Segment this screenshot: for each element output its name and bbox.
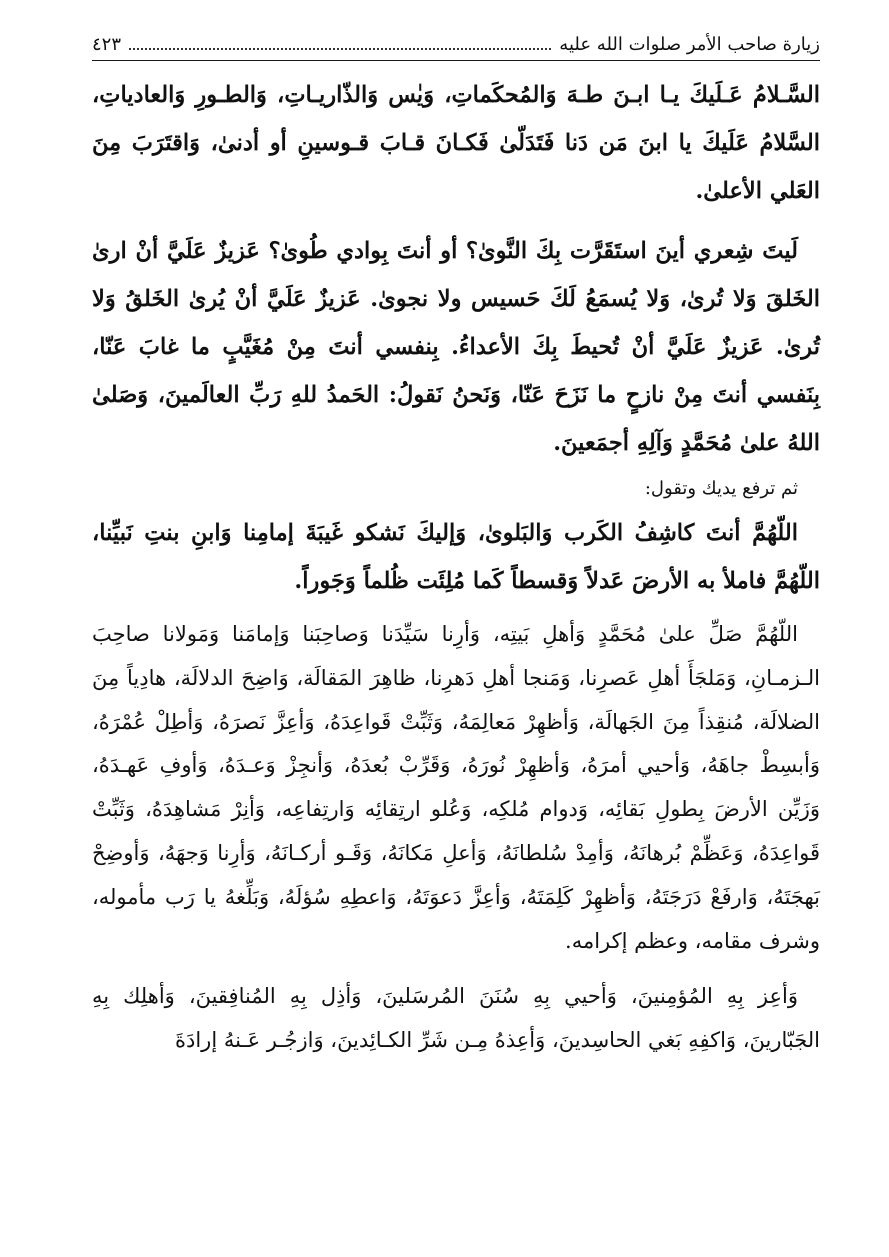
prayer-paragraph: اللّهُمَّ صَلِّ علىٰ مُحَمَّدٍ وَأهلِ بَيتِه، وَأرِنا سَيِّدَنا وَصاحِبَنا وَإمامَنا وَمَولانا صاحِبَ الـزمـانِ، وَمَلجَأَ أهلِ عَصرِنا، وَمَنجا أهلِ دَهرِنا، ظاهِرَ المَقالَة، وَاضِحَ الدلالَة، هادِياً مِنَ الضلالَة، مُنقِذاً مِنَ الجَهالَة، وَأظهِرْ مَعالِمَهُ، وَثَبِّتْ قَواعِدَهُ، وَأعِزَّ نَصرَهُ، وَأطِلْ عُمْرَهُ، وَأبسِطْ جاهَهُ، وَأحيي أمرَهُ، وَأظهِرْ نُورَهُ، وَقَرِّبْ بُعدَهُ، وَأنجِزْ وَعـدَهُ، وَأوفِ عَهـدَهُ، وَزَيِّن الأرضَ بِطولِ بَقائِه، وَدوام مُلكِه، وَعُلو ارتِقائِه وَارتِفاعِه، وَأنِرْ مَشاهِدَهُ، وَثَبِّتْ قَواعِدَهُ، وَعَظِّمْ بُرهانَهُ، وَأمِدْ سُلطانَهُ، وَأعلِ مَكانَهُ، وَقَـو أركـانَهُ، وَأرِنا وَجهَهُ، وَأوضِحْ بَهجَتَهُ، وَارفَعْ دَرَجَتَهُ، وَأظهِرْ كَلِمَتَهُ، وَأعِزَّ دَعوَتَهُ، وَاعطِهِ سُؤلَهُ، وَبَلِّغهُ يا رَب مأموله، وشرف مقامه، وعظم إكرامه. — [92, 622, 820, 953]
running-header — [92, 30, 820, 61]
instruction-line: ثم ترفع يديك وتقول: — [644, 478, 798, 499]
running-title: زيارة صاحب الأمر صلوات الله عليه — [559, 34, 820, 55]
supplication-paragraph: اللّهُمَّ أنتَ كاشِفُ الكَرب وَالبَلوىٰ، وَإليكَ نَشكو غَيبَةَ إمامِنا وَابنِ بنتِ نَبيِّنا، اللّهُمَّ فاملأ به الأرضَ عَدلاً وَقسطاً كَما مُلِئَت ظُلماً وَجَوراً. — [92, 520, 820, 594]
dotted-leader — [129, 48, 551, 50]
page-number: ٤٢٣ — [92, 34, 122, 55]
book-page — [92, 30, 820, 1063]
lament-paragraph: لَيتَ شِعري أينَ استَقَرَّت بِكَ النَّوىٰ؟ أو أنتَ بِوادي طُوىٰ؟ عَزيزٌ عَلَيَّ أنْ اریٰ الخَلقَ وَلا تُریٰ، وَلا يُسمَعُ لَكَ حَسيس ولا نجوىٰ. عَزيزٌ عَلَيَّ أنْ يُرىٰ الخَلقُ وَلا تُرىٰ. عَزيزٌ عَلَيَّ أنْ تُحيطَ بِكَ الأعداءُ. بِنفسي أنتَ مِنْ مُغَيَّبٍ ما غابَ عَنّا، بِنَفسي أنتَ مِنْ نازحٍ ما نَزَحَ عَنّا، وَنَحنُ نَقولُ: الحَمدُ للهِ رَبِّ العالَمينَ، وَصَلىٰ اللهُ علىٰ مُحَمَّدٍ وَآلِهِ أجمَعينَ. — [92, 238, 820, 456]
greeting-paragraph: السَّـلامُ عَـلَيكَ يـا ابـنَ طـهَ وَالمُحكَماتِ، وَيٰس وَالذّاريـاتِ، وَالطـورِ وَالعادياتِ، السَّلامُ عَلَيكَ يا ابنَ مَن دَنا فَتَدَلّىٰ فَكـانَ قـابَ قـوسينِ أو أدنىٰ، وَاقتَرَبَ مِنَ العَلي الأعلىٰ. — [92, 82, 820, 204]
continuation-paragraph: وَأعِز بِهِ المُؤمِنينَ، وَأحيي بِهِ سُنَنَ المُرسَلينَ، وَأذِل بِهِ المُنافِقينَ، وَأهلِك بِهِ الجَبّارينَ، وَاكفِهِ بَغي الحاسِدينَ، وَأعِذهُ مِـن شَرِّ الكـائِدينَ، وَازجُـر عَـنهُ إرادَةَ — [92, 984, 820, 1053]
